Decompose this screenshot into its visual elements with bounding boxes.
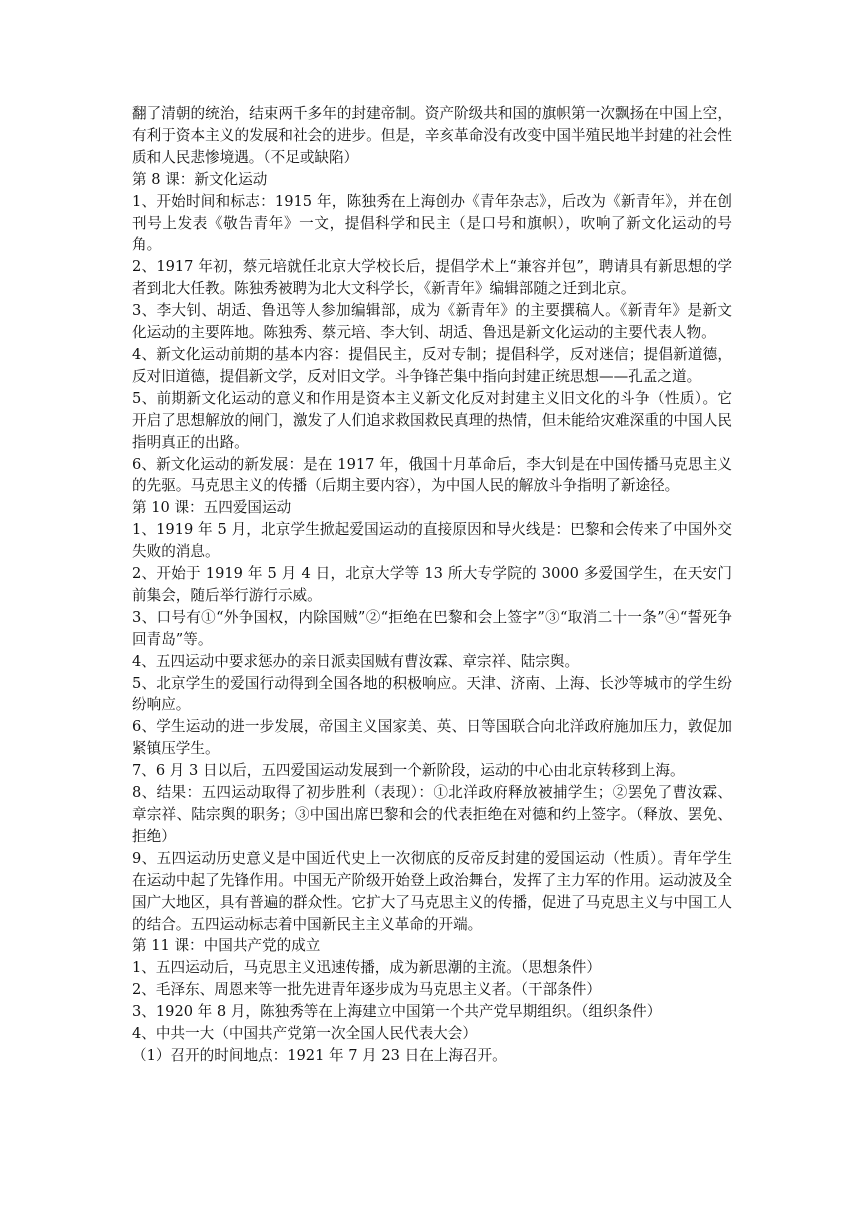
- document-page: [132, 103, 732, 1067]
- paragraph: 7、6 月 3 日以后，五四爱国运动发展到一个新阶段，运动的中心由北京转移到上海。: [132, 762, 685, 780]
- lesson-heading: 第 8 课：新文化运动: [132, 170, 268, 188]
- paragraph: 2、1917 年初，蔡元培就任北京大学校长后，提倡学术上“兼容并包”，聘请具有新思想的学者到北大任教。陈独秀被聘为北大文科学长，《新青年》编辑部随之迁到北京。: [132, 258, 732, 298]
- paragraph: 3、1920 年 8 月，陈独秀等在上海建立中国第一个共产党早期组织。（组织条件）: [132, 1003, 662, 1021]
- paragraph: 1、开始时间和标志：1915 年，陈独秀在上海创办《青年杂志》，后改为《新青年》，并在创刊号上发表《敬告青年》一文，提倡科学和民主（是口号和旗帜），吹响了新文化运动的号角。: [132, 192, 732, 254]
- paragraph: 6、学生运动的进一步发展，帝国主义国家美、英、日等国联合向北洋政府施加压力，敦促加紧镇压学生。: [132, 718, 732, 758]
- paragraph: 8、结果：五四运动取得了初步胜利（表现）：①北洋政府释放被捕学生；②罢免了曹汝霖、章宗祥、陆宗舆的职务；③中国出席巴黎和会的代表拒绝在对德和约上签字。（释放、罢免、拒绝）: [132, 784, 732, 845]
- paragraph: 5、北京学生的爱国行动得到全国各地的积极响应。天津、济南、上海、长沙等城市的学生纷纷响应。: [132, 674, 732, 714]
- paragraph: 3、李大钊、胡适、鲁迅等人参加编辑部，成为《新青年》的主要撰稿人。《新青年》是新文化运动的主要阵地。陈独秀、蔡元培、李大钊、胡适、鲁迅是新文化运动的主要代表人物。: [132, 302, 732, 342]
- paragraph: 4、五四运动中要求惩办的亲日派卖国贼有曹汝霖、章宗祥、陆宗舆。: [132, 652, 580, 670]
- lesson-heading: 第 10 课：五四爱国运动: [132, 499, 292, 517]
- paragraph: 2、开始于 1919 年 5 月 4 日，北京大学等 13 所大专学院的 3000 多爱国学生，在天安门前集会，随后举行游行示威。: [132, 565, 732, 604]
- paragraph: 3、口号有①“外争国权，内除国贼”②“拒绝在巴黎和会上签字”③“取消二十一条”④“誓死争回青岛”等。: [132, 608, 732, 648]
- paragraph: 1、五四运动后，马克思主义迅速传播，成为新思潮的主流。（思想条件）: [132, 959, 601, 977]
- paragraph: 6、新文化运动的新发展：是在 1917 年，俄国十月革命后，李大钊是在中国传播马克思主义的先驱。马克思主义的传播（后期主要内容），为中国人民的解放斗争指明了新途径。: [132, 455, 732, 495]
- paragraph: 翻了清朝的统治，结束两千多年的封建帝制。资产阶级共和国的旗帜第一次飘扬在中国上空，有利于资本主义的发展和社会的进步。但是，辛亥革命没有改变中国半殖民地半封建的社会性质和人民悲惨境遇。（不足或缺陷）: [132, 105, 732, 166]
- paragraph: （1）召开的时间地点：1921 年 7 月 23 日在上海召开。: [132, 1046, 507, 1064]
- paragraph: 2、毛泽东、周恩来等一批先进青年逐步成为马克思主义者。（干部条件）: [132, 981, 601, 999]
- paragraph: 5、前期新文化运动的意义和作用是资本主义新文化反对封建主义旧文化的斗争（性质）。它开启了思想解放的闸门，激发了人们追求救国救民真理的热情，但未能给灾难深重的中国人民指明真正的出路。: [132, 389, 732, 451]
- paragraph: 9、五四运动历史意义是中国近代史上一次彻底的反帝反封建的爱国运动（性质）。青年学生在运动中起了先锋作用。中国无产阶级开始登上政治舞台，发挥了主力军的作用。运动波及全国广大地区，具有普遍的群众性。它扩大了马克思主义的传播，促进了马克思主义与中国工人的结合。五四运动标志着中国新民主主义革命的开端。: [132, 849, 732, 933]
- lesson-heading: 第 11 课：中国共产党的成立: [132, 937, 321, 955]
- paragraph: 1、1919 年 5 月，北京学生掀起爱国运动的直接原因和导火线是：巴黎和会传来了中国外交失败的消息。: [132, 521, 732, 561]
- paragraph: 4、新文化运动前期的基本内容：提倡民主，反对专制；提倡科学，反对迷信；提倡新道德，反对旧道德，提倡新文学，反对旧文学。斗争锋芒集中指向封建正统思想——孔孟之道。: [132, 345, 732, 385]
- paragraph: 4、中共一大（中国共产党第一次全国人民代表大会）: [132, 1025, 477, 1043]
